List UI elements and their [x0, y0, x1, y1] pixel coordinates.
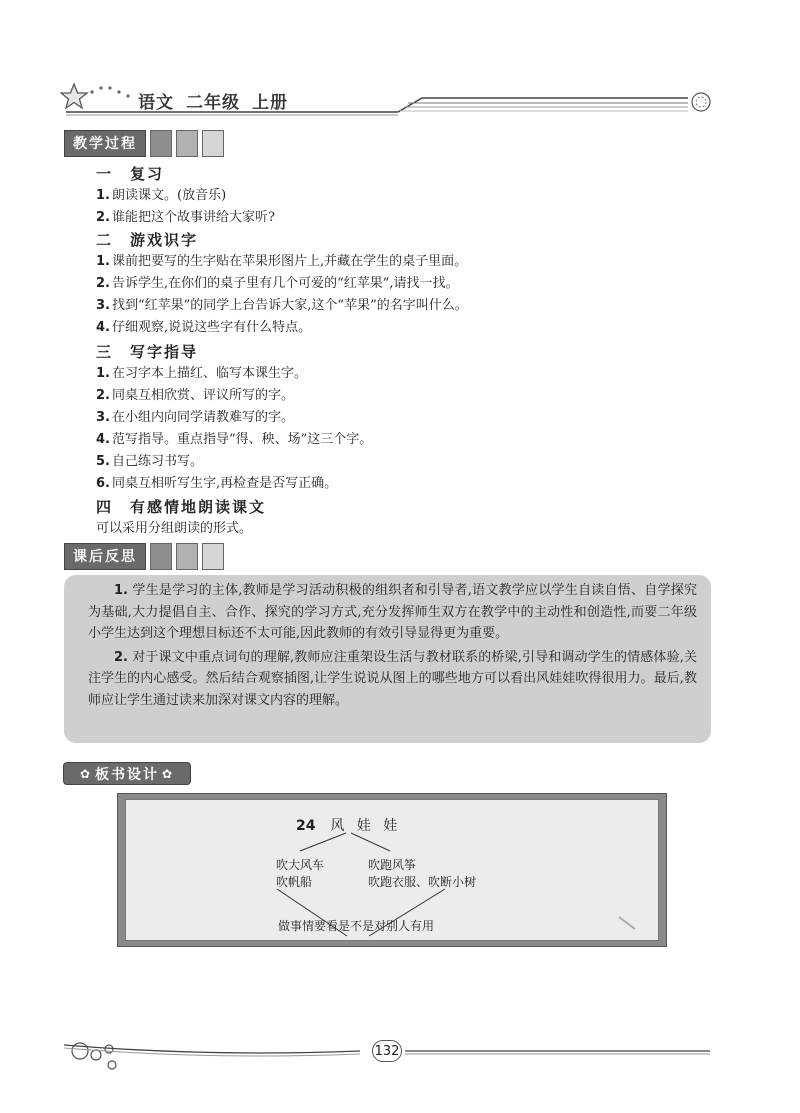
process-section-2 [96, 229, 736, 339]
list-item: 5. 自己练习书写。 [96, 454, 204, 469]
header-volume: 上册 [252, 93, 288, 113]
list-item: 4. 范写指导。重点指导“得、秧、场”这三个字。 [96, 432, 373, 447]
header-grade: 二年级 [186, 93, 240, 113]
process-section-3 [96, 341, 736, 495]
list-item: 3. 找到“红苹果”的同学上台告诉大家,这个“苹果”的名字叫什么。 [96, 298, 468, 313]
header-circle-icon [692, 93, 710, 111]
board-design-tag [63, 762, 191, 785]
board-right-line-2: 吹跑衣服、吹断小树 [368, 875, 477, 889]
section-heading: 一 复习 [96, 165, 165, 183]
star-icon: ✿ [162, 766, 175, 781]
list-item: 4. 仔细观察,说说这些字有什么特点。 [96, 320, 312, 335]
board-left-line-1: 吹大风车 [276, 858, 325, 872]
board-right-line-1: 吹跑风筝 [368, 858, 417, 872]
list-item: 1. 在习字本上描红、临写本课生字。 [96, 366, 308, 381]
list-item: 2. 告诉学生,在你们的桌子里有几个可爱的“红苹果”,请找一找。 [96, 276, 459, 291]
header-rule [60, 86, 720, 120]
reflection-tag [64, 543, 224, 570]
section-heading: 四 有感情地朗读课文 [96, 498, 267, 516]
board-design-label: 板书设计 [95, 766, 159, 783]
header-subject: 语文 [138, 93, 174, 113]
reflection-box [64, 575, 711, 743]
reflection-paragraph: 2. 对于课文中重点词句的理解,教师应注重架设生活与教材联系的桥梁,引导和调动学生的情感体验,关注学生的内心感受。然后结合观察插图,让学生说说从图上的哪些地方可以看出风娃娃吹得很用力。最后,教师应让学生通过读来加深对课文内容的理解。 [88, 649, 697, 708]
board-bottom-text: 做事情要看是不是对别人有用 [278, 919, 435, 933]
board-title: 24 风 娃 娃 [296, 818, 402, 834]
board-left-line-2: 吹帆船 [276, 875, 313, 889]
list-item: 3. 在小组内向同学请教难写的字。 [96, 410, 295, 425]
list-item: 2. 同桌互相欣赏、评议所写的字。 [96, 388, 295, 403]
section-heading: 二 游戏识字 [96, 231, 199, 249]
process-section-4 [96, 496, 736, 540]
list-item: 6. 同桌互相听写生字,再检查是否写正确。 [96, 476, 338, 491]
list-item: 1. 朗读课文。(放音乐) [96, 188, 227, 203]
process-section-1 [96, 163, 736, 229]
teaching-process-label: 教学过程 [64, 130, 146, 157]
section-heading: 三 写字指导 [96, 343, 199, 361]
section-text: 可以采用分组朗读的形式。 [96, 521, 253, 536]
star-icon: ✿ [79, 766, 92, 781]
list-item: 2. 谁能把这个故事讲给大家听? [96, 210, 275, 225]
reflection-paragraph: 1. 学生是学习的主体,教师是学习活动积极的组织者和引导者,语文教学应以学生自读自悟、自学探究为基础,大力提倡自主、合作、探究的学习方式,充分发挥师生双方在教学中的主动性和创造性,而要二年级小学生达到这个理想目标还不太可能,因此教师的有效引导显得更为重要。 [88, 583, 697, 641]
page-number: 132 [372, 1040, 402, 1062]
teaching-process-tag [64, 130, 224, 157]
reflection-label: 课后反思 [64, 543, 146, 570]
list-item: 1. 课前把要写的生字贴在苹果形图片上,并藏在学生的桌子里面。 [96, 254, 468, 269]
